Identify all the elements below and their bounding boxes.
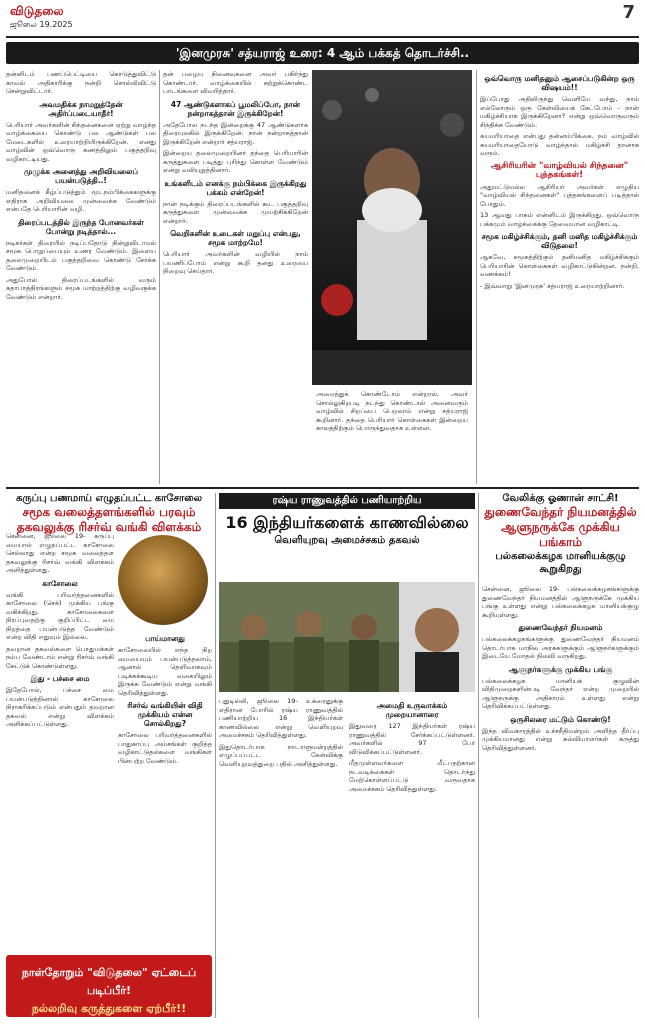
soldiers-image [219, 582, 475, 692]
page-number: 7 [622, 2, 635, 23]
article-russia-header [219, 493, 475, 547]
col4-paragraph: ஆகவே, சமூகத்திற்கும் தனிமனித மகிழ்ச்சிக்கும் பெரியாரின் கொள்கைகள் வழிகாட்டுகின்றன. நன்றி, வணக்கம்! [480, 253, 639, 278]
article-rbi-subheading: காசோலை [42, 578, 78, 588]
speaker-figure [312, 70, 472, 385]
speaker-photo [312, 70, 472, 484]
col2-paragraph: அதேபோல நடந்த இன்றைக்கு 47 ஆண்டுகளாக திரையுலகில் இருக்கிறேன். நான் நன்றாகத்தான் இருக்கிறேன் என்றார் சத்யராஜ். [163, 120, 308, 146]
col1-subheading: திரைப்படத்தில் இருந்த போனவர்கள் போன்று நடித்தால்... [18, 217, 144, 236]
article-rbi-paragraph: காசோலையில் எந்த நிற மையையும் பயன்படுத்தலாம், ஆனால் தெளிவாகவும் படிக்கக்கூடிய வகையிலும் இருக்க வேண்டும் என்று வங்கி தெரிவித்துள்ளது. [118, 646, 212, 697]
col4-subheading: ஆசிரியரின் "வாழ்வியல் சிந்தனை" புத்தகங்கள்! [490, 160, 629, 180]
article-rbi-paragraph: இதேபோல், பச்சை மை பயன்படுத்தினால் காசோலை நிராகரிக்கப்படும் என்பதும் தவறான தகவல் என்று விளக்கம் அளிக்கப்பட்டுள்ளது. [6, 686, 114, 728]
col4-paragraph: - இவ்வாறு 'இனமுரசு' சத்யராஜ் உரையாற்றினார். [480, 281, 625, 290]
article-rbi-title: சமூக வலைத்தளங்களில் பரவும் தகவலுக்கு ரிசர்வ் வங்கி விளக்கம் [16, 505, 202, 534]
issue-date: ஜூலை 19.2025 [10, 20, 73, 29]
col2-paragraph: நான் நடிக்கும் திரைப்படங்களில் கூட பகுத்தறிவு கருத்துகளை முன்வைக்க முயற்சிக்கிறேன் என்றார். [163, 199, 308, 225]
column-divider [476, 70, 477, 484]
article-vc-paragraph: பல்கலைக்கழகங்களுக்கு துணைவேந்தர் நியமனம் தொடர்பாக மாநில அரசுகளுக்கும் ஆளுநர்களுக்கும் இடையே மோதல் நிலவி வருகிறது. [482, 635, 639, 660]
col2-subheading: 47 ஆண்டுகளாகப் பூமலிப்போ, நான் நன்றாகத்தான் இருக்கிறேன்! [170, 99, 301, 118]
column-divider [159, 70, 160, 484]
promo-line-1: நாள்தோறும் "விடுதலை" ஏட்டைப் படிப்பீர்! [21, 966, 197, 997]
col1-paragraph: தன்னிடம் பணப்பெட்டியை கொடுத்துவிட்டு காவல் அதிகாரிக்கு நன்றி சொல்லிவிட்டு சென்றுவிட்டார். [6, 70, 156, 95]
article-vc-subtitle: பல்கலைக்கழக மானியக்குழு கூறுகிறது [495, 551, 626, 575]
article-russia-kicker: ரஷ்ய ராணுவத்தில் பணியாற்றிய [219, 493, 475, 509]
col1-paragraph: மனிதனைக் கீழ்ப்படுத்தும் மூடநம்பிக்கைகளுக்கு எதிராக அறிவியலை முன்வைக்க வேண்டும் என்பதே பெரியாரின் வழி. [6, 188, 156, 213]
rbi-emblem-icon [118, 535, 208, 625]
article-rbi-paragraph: சென்னை, ஜூலை 19- கருப்பு மையால் எழுதப்பட்ட காசோலை செல்லாது என்ற சமூக வலைத்தள தகவலுக்கு ரிசர்வ் வங்கி விளக்கம் அளித்துள்ளது. [6, 532, 114, 574]
article-vc-paragraph: சென்னை, ஜூலை 19- பல்கலைக்கழகங்களுக்கு துணைவேந்தர் நியமனத்தில் ஆளுநருக்கே முக்கிய பங்கு உள்ளது என்று பல்கலைக்கழக மானியக்குழு கூறியுள்ளது. [482, 585, 639, 619]
photo-caption: அமைத்துக் கொண்டோம் என்றால், அவர் சொல்லுகிறபடி நடந்து கொண்டால் அனைவரும் வாழ்வில் சிறப்பை பெறலாம் என்று சத்யராஜ் கூறினார். தந்தை பெரியார் கொள்கைகள் இன்றைய காலத்திற்கும் பொருந்துவதாக உள்ளன. [312, 388, 472, 484]
col1-paragraph: அதுபோல் திரைப்படங்களில் வரும் கதாபாத்திரங்களும் சமூக மாற்றத்திற்கு வழிவகுக்க வேண்டும் என்றார். [6, 275, 156, 301]
article-vc-kicker: வேலிக்கு ஓணான் சாட்சி! [502, 493, 619, 504]
column-2 [163, 70, 308, 484]
article-vc-paragraph: இந்த விவகாரத்தில் உச்சநீதிமன்றம் அளித்த தீர்ப்பு முக்கியமானது என்று கல்வியாளர்கள் கருத்து தெரிவித்துள்ளனர். [482, 726, 639, 752]
continuation-banner: 'இனமுரசு' சத்யராஜ் உரை: 4 ஆம் பக்கத் தொடர்ச்சி.. [6, 42, 639, 64]
article-rbi-paragraph: தவறான தகவல்களை பொதுமக்கள் நம்ப வேண்டாம் என்று ரிசர்வ் வங்கி கேட்டுக் கொண்டுள்ளது. [6, 644, 114, 670]
article-russia-column-1 [219, 697, 343, 1017]
column-4 [480, 70, 639, 484]
article-russia-paragraph: இதுதொடர்பாக நாடாளுமன்றத்தில் எழுப்பப்பட்ட கேள்விக்கு வெளியுறவுத்துறை பதில் அளித்துள்ளது. [219, 742, 343, 768]
col1-subheading: அவமதிக்க நாமறுத்தேன் அதிர்ப்படையாதீர்! [39, 99, 123, 118]
col2-subheading: உங்களிடம் எனக்கு நம்பிக்கை இருக்கிறது பக்கம் என்றேன்! [164, 178, 307, 197]
article-russia-subheading: அமைதி உருவாக்கம் முறையானாரை [376, 701, 448, 719]
article-vc-paragraph: பல்கலைக்கழக மானியக் குழுவின் விதிமுறைகளின்படி வேந்தர் என்ற முறையில் ஆளுநருக்கு அதிகாரம் உள்ளது என்று தெரிவிக்கப்பட்டுள்ளது. [482, 676, 639, 710]
column-divider [215, 493, 216, 1018]
article-rbi-subheading: இது - பச்சை மை [30, 674, 90, 683]
article-russia-title: 16 இந்தியர்களைக் காணவில்லை [225, 513, 469, 532]
article-rbi-header [6, 493, 212, 535]
col4-subheading: ஒவ்வொரு மனிதனும் ஆசைப்படுகின்ற ஒரு விஷயம்!! [484, 74, 635, 92]
article-russia-subtitle: வெளியுறவு அமைச்சகம் தகவல் [274, 535, 420, 546]
col2-paragraph: இன்றைய தலைமுறையினர் தந்தை பெரியாரின் கருத்துகளை படித்து புரிந்து கொள்ள வேண்டும் என்று வலியுறுத்தினார். [163, 149, 308, 174]
article-vc-subheading: ஆளுநர்களுக்கு முக்கிய பங்கு [508, 664, 613, 674]
article-rbi-paragraph: காசோலை பரிவர்த்தனைகளில் பாதுகாப்பு அம்சங்கள் குறித்த வழிகாட்டுதல்களை வங்கிகள் பின்பற்ற வேண்டும். [118, 731, 212, 765]
col4-paragraph: இப்போது அதிலிருந்து வெளியே வந்து, நாம் எல்லோரும் ஒரு கேள்வியைக் கேட்போம் - நான் மகிழ்ச்சியாக இருக்கிறேனா? என்று ஒவ்வொருவரும் சிந்திக்க வேண்டும். [480, 95, 639, 129]
article-vc-header [482, 493, 639, 576]
col1-paragraph: நடிகர்கள் திரையில் நடிப்பதோடு நின்றுவிடாமல் சமூக பொறுப்பையும் உணர வேண்டும். இளைய தலைமுறையிடம் பகுத்தறிவை கொண்டு சேர்க்க வேண்டும். [6, 238, 156, 272]
column-1 [6, 70, 156, 484]
col4-paragraph: சுயமரியாதை என்பது தன்னம்பிக்கை. நம் வாழ்வில் சுயமரியாதையோடு வாழ்ந்தால் மகிழ்ச்சி தானாக வரும். [480, 132, 639, 157]
col4-subheading: சமூக மகிழ்ச்சிக்கும், தனி மனித மகிழ்ச்சிக்கும் விடுதலை! [481, 232, 638, 250]
promo-line-2: நல்லறிவு கருத்துகளை ஏற்பீர்!! [31, 1002, 187, 1015]
article-rbi-subheading: ரிசர்வ் வங்கியின் விதி முக்கியம் என்ன சொல்கிறது? [127, 701, 203, 728]
article-russia-column-2 [349, 697, 475, 1017]
section-divider [6, 487, 639, 489]
masthead-rule [6, 36, 639, 38]
article-rbi-column-2 [118, 630, 212, 950]
col2-paragraph: பெரியார் அவர்களின் வழியில் நாம் பயணிப்போம் என்று கூறி தனது உரையை நிறைவு செய்தார். [163, 250, 308, 275]
col4-paragraph: அதுமட்டுமல்ல ஆசிரியர் அவர்கள் எழுதிய "வாழ்வியல் சிந்தனைகள்" புத்தகங்களைப் படித்தால் போதும். [480, 182, 639, 208]
col4-paragraph: 13 ஆவது பாகம் என்னிடம் இருக்கிறது. ஒவ்வொரு பக்கமும் வாழ்க்கைக்கு தேவையான வழிகாட்டி. [480, 211, 639, 228]
article-vc-subheading: துணைவேந்தர் நியமனம் [518, 623, 603, 632]
newspaper-name: விடுதலை [10, 4, 64, 18]
article-rbi-column-1 [6, 532, 114, 952]
article-rbi-paragraph: வங்கி பரிவர்த்தனைகளில் காசோலை (செக்) முக்கிய பங்கு வகிக்கிறது. காசோலைகளை நிரப்புவதற்கு குறிப்பிட்ட மை நிறத்தை பயன்படுத்த வேண்டும் என்ற விதி எதுவும் இல்லை. [6, 590, 114, 641]
article-russia-paragraph: மீதமுள்ளவர்களை மீட்பதற்கான நடவடிக்கைகள் தொடர்ந்து மேற்கொள்ளப்பட்டு வருவதாக அமைச்சகம் தெரிவித்துள்ளது. [349, 759, 475, 793]
col1-paragraph: பெரியார் அவர்களின் சிந்தனைகளை ஏற்று வாழ்ந்த வாழ்க்கையை கொண்டு பல ஆண்டுகள் பல மேடைகளில் உரையாற்றியிருக்கிறேன். எனது வாழ்வின் ஒவ்வொரு கணத்திலும் பகுத்தறிவு வழிகாட்டியது. [6, 120, 156, 163]
col1-subheading: முழுக்க அனைத்து அறிவியலைப் பயன்படுத்தி..! [24, 167, 138, 185]
col2-subheading: வெறிகளின் உடைகள் மறுப்பு என்பது, சமூக மாற்றமே! [170, 229, 301, 247]
article-vc-subheading: ஒருசிலரை மட்டும் கொண்டு! [510, 714, 611, 724]
article-rbi-photo-caption: பாய்மானது [145, 634, 185, 643]
article-vc-title: துணைவேந்தர் நியமனத்தில் ஆளுநருக்கே முக்கிய பங்காம் [484, 505, 637, 549]
subscribe-promo-banner [6, 955, 212, 1017]
soldiers-photo [219, 582, 475, 692]
article-rbi-kicker: கருப்பு பணமாய் எழுதப்பட்ட காசோலை [15, 493, 203, 504]
article-vc-column [482, 585, 639, 1017]
masthead [0, 0, 645, 40]
article-russia-paragraph: புதுடில்லி, ஜூலை 19- உக்ரைனுக்கு எதிரான போரில் ரஷ்ய ராணுவத்தில் பணியாற்றிய 16 இந்தியர்கள் காணவில்லை என்று வெளியுறவு அமைச்சகம் தெரிவித்துள்ளது. [219, 697, 343, 739]
column-divider [478, 493, 479, 1018]
article-russia-paragraph: இதுவரை 127 இந்தியர்கள் ரஷ்ய ராணுவத்தில் சேர்க்கப்பட்டுள்ளனர். அவர்களில் 97 பேர் விடுவிக்கப்பட்டுள்ளனர். [349, 722, 475, 756]
col2-paragraph: தன் பழைய நினைவுகளை அவர் பகிர்ந்து கொண்டார். வாழ்க்கையில் கற்றுக்கொண்ட பாடங்களை விவரித்தார். [163, 70, 308, 95]
